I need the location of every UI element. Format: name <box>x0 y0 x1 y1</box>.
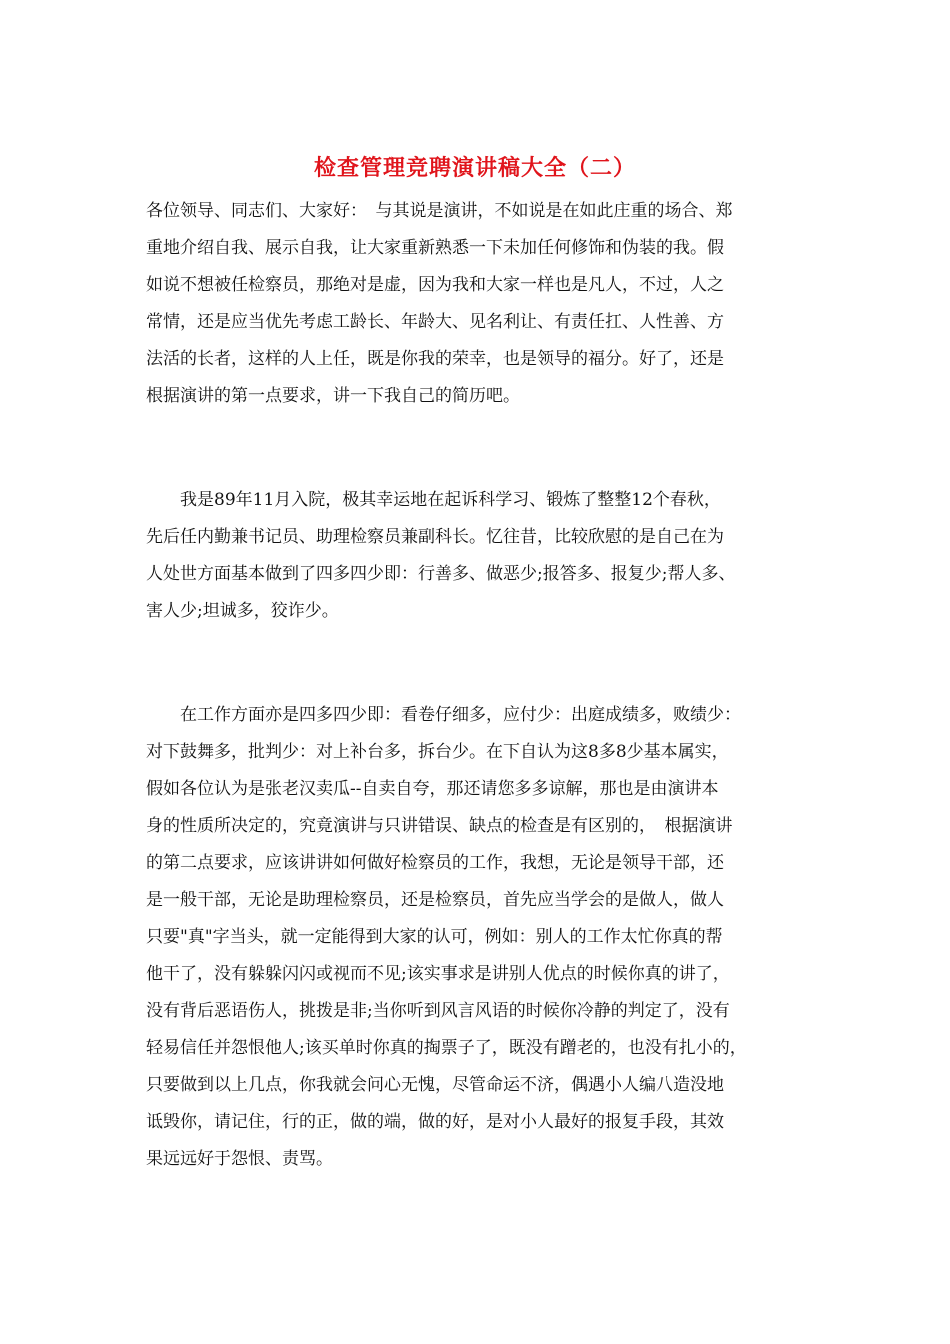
paragraph-work: 在工作方面亦是四多四少即：看卷仔细多，应付少：出庭成绩多，败绩少： 对下鼓舞多，批判少：对上补台多，拆台少。在下自认为这8多8少基本属实， 假如各位认为是张老汉卖瓜--自卖自夸，那还请您多多谅解，那也是由演讲本 身的性质所决定的，究竟演讲与只讲错误、缺点的检查是有区别的， 根据演讲 的第二点要求，应该讲讲如何做好检察员的工作，我想，无论是领导干部，还 是一般干部，无论是助理检察员，还是检察员，首先应当学会的是做人，做人 只要"真"字当头，就一定能得到大家的认可，例如：别人的工作太忙你真的帮 他干了，没有躲躲闪闪或视而不见;该实事求是讲别人优点的时候你真的讲了， 没有背后恶语伤人，挑拨是非;当你听到风言风语的时候你冷静的判定了，没有 轻易信任并怨恨他人;该买单时你真的掏票子了，既没有蹭老的，也没有扎小的， 只要做到以上几点，你我就会问心无愧，尽管命运不济，偶遇小人编八造没地 诋毁你，请记住，行的正，做的端，做的好，是对小人最好的报复手段，其效 果远远好于怨恨、责骂。 <box>146 705 747 1169</box>
paragraph-resume: 我是89年11月入院，极其幸运地在起诉科学习、锻炼了整整12个春秋， 先后任内勤兼书记员、助理检察员兼副科长。忆往昔，比较欣慰的是自己在为 人处世方面基本做到了四多四少即：行善多、做恶少;报答多、报复少;帮人多、 害人少;坦诚多，狡诈少。 <box>146 490 736 621</box>
paragraph-greeting: 各位领导、同志们、大家好： 与其说是演讲，不如说是在如此庄重的场合、郑 重地介绍自我、展示自我，让大家重新熟悉一下未加任何修饰和伪装的我。假 如说不想被任检察员，那绝对是虚，因为我和大家一样也是凡人，不过，人之 常情，还是应当优先考虑工龄长、年龄大、见名利让、有责任扛、人性善、方 法活的长者，这样的人上任，既是你我的荣幸，也是领导的福分。好了，还是 根据演讲的第一点要求，讲一下我自己的简历吧。 <box>146 201 733 406</box>
document-title: 检查管理竞聘演讲稿大全（二） <box>313 155 636 181</box>
